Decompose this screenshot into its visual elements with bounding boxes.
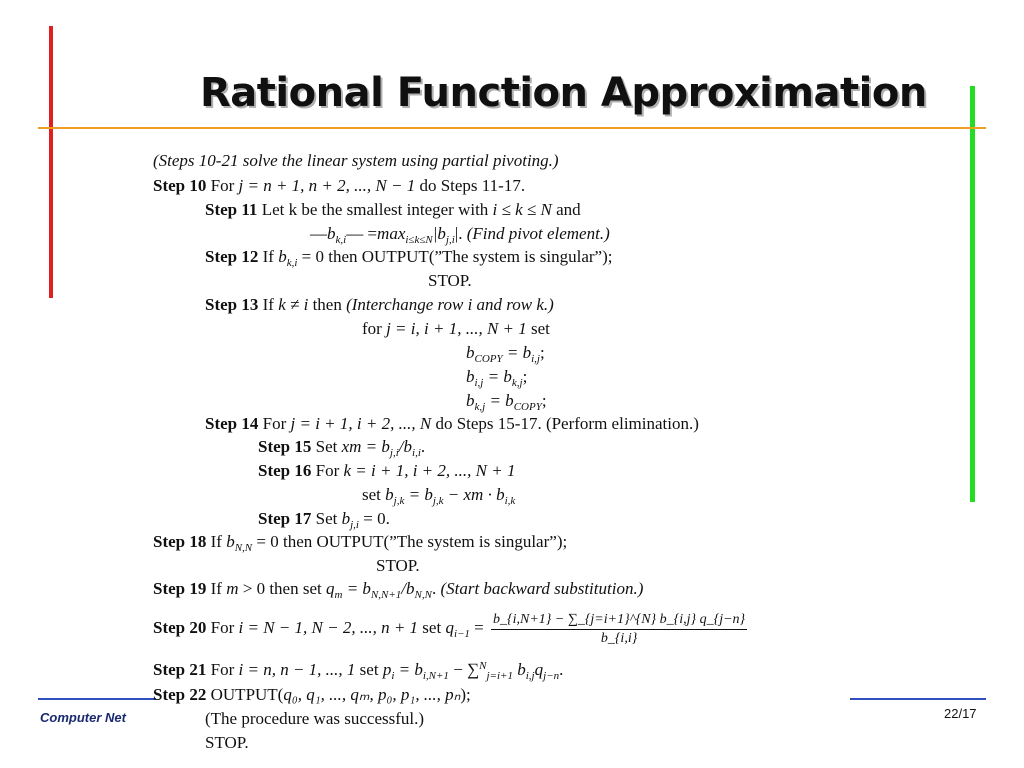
step-21: Step 21 For i = n, n − 1, ..., 1 set $p_i = b_{i,N+1} - \sum^N_{j=i+1}$ $b_{i,j}q_{j-n}$. (153, 660, 564, 682)
step-20-fraction: $\frac{b\_\{i,N+1\} - \sum\_\{j=i+1\}\^{}\{N\} b\_\{i,j\} q\_\{j-n\}}{b\_\{i,i\}}$ (493, 611, 746, 646)
step-16-set: set $b_{j,k} = b_{j,k}$ − xm · $b_{i,k}$ (362, 485, 516, 507)
step-18-stop: STOP. (376, 556, 420, 575)
step-12: Step 12 If $b_{k,i} = 0$ then OUTPUT(”The system is singular”); (205, 247, 613, 269)
step-20: Step 20 For i = N − 1, N − 2, ..., n + 1 set $q_{i-1}$ = $\frac{b\_\{i,N+1\} - \sum\_\{j=i+1\}\^{}\{N\} b\_\{i,j\} q\_\{j-n\}}{b\_\{i,i\}}$ (153, 611, 746, 646)
step-22: Step 22 OUTPUT(q₀, q₁, ..., qₘ, p₀, p₁, ..., pₙ); (153, 685, 471, 704)
step-22-stop: STOP. (205, 733, 249, 752)
step-17: Step 17 Set $b_{j,i} = 0$. (258, 509, 390, 531)
step-13-swap-b: $b_{k,j} = b_{COPY}$; (466, 391, 547, 413)
footer-rule-right (850, 698, 986, 700)
left-accent-bar (49, 26, 53, 298)
step-13-loop: for j = i, i + 1, ..., N + 1 set (362, 319, 550, 338)
step-15: Step 15 Set xm = $b_{j,i}/b_{i,i}$. (258, 437, 426, 459)
step-12-stop: STOP. (428, 271, 472, 290)
page-number: 22/17 (944, 706, 977, 721)
title-underline-rule (38, 127, 986, 129)
slide-title: Rational Function Approximation (200, 70, 927, 116)
footer-course-name: Computer Net (40, 710, 126, 725)
step-16: Step 16 For k = i + 1, i + 2, ..., N + 1 (258, 461, 516, 480)
step-14: Step 14 For j = i + 1, i + 2, ..., N do Steps 15-17. (Perform elimination.) (205, 414, 699, 433)
step-11-pivot: $—b_{k,i}— =\max_{i\le k\le N}|b_{j,i}|$. (Find pivot element.) (310, 224, 610, 246)
step-10: Step 10 For j = n + 1, n + 2, ..., N − 1 do Steps 11-17. (153, 176, 526, 195)
step-13-copy: $b_{COPY} = b_{i,j}$; (466, 343, 545, 365)
footer-rule-left (38, 698, 156, 700)
right-accent-bar (970, 86, 975, 502)
step-18: Step 18 If $b_{N,N} = 0$ then OUTPUT(”The system is singular”); (153, 532, 568, 554)
step-13: Step 13 If k ≠ i then (Interchange row i and row k.) (205, 295, 554, 314)
algorithm-intro: (Steps 10-21 solve the linear system using partial pivoting.) (153, 151, 559, 170)
step-19: Step 19 If m > 0 then set $q_m = b_{N,N+1}/b_{N,N}$. (Start backward substitution.) (153, 579, 644, 601)
step-22-success: (The procedure was successful.) (205, 709, 425, 728)
step-13-swap-a: $b_{i,j} = b_{k,j}$; (466, 367, 528, 389)
step-11: Step 11 Let k be the smallest integer with i ≤ k ≤ N and (205, 200, 581, 219)
